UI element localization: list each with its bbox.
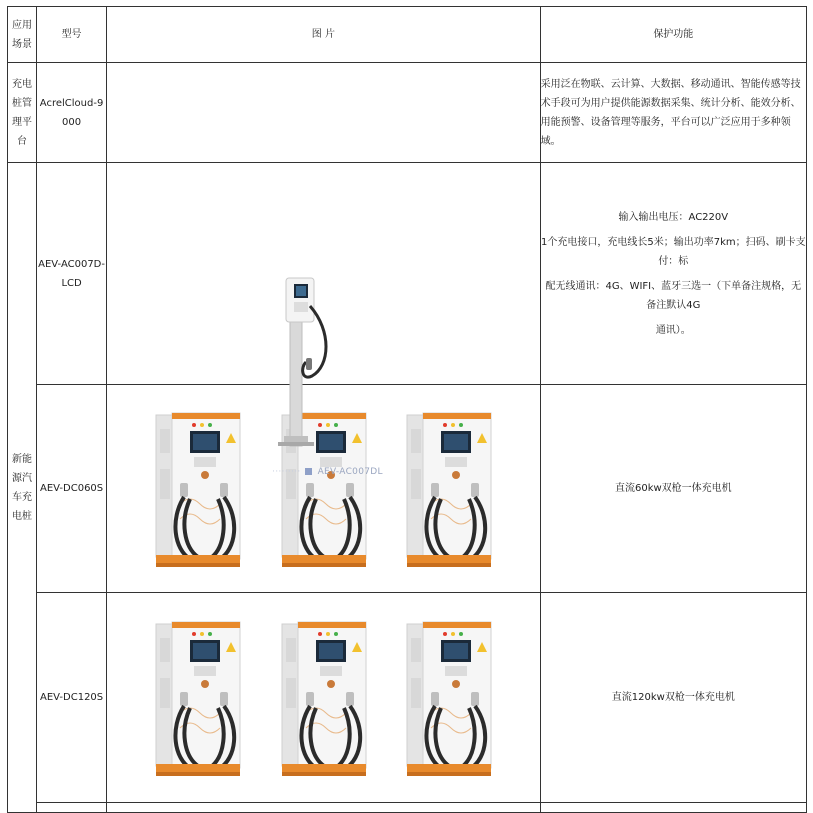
picture-cell-cloud (107, 63, 541, 163)
header-scene: 应用场景 (8, 7, 37, 63)
table-row-dc60 (8, 385, 807, 593)
function-cell-cloud: 采用泛在物联、云计算、大数据、移动通讯、智能传感等技术手段可为用户提供能源数据采集、统计分析、能效分析、用能预警、设备管理等服务，平台可以广泛应用于多种领域。 (540, 63, 806, 163)
ac-function-line: 输入输出电压：AC220V (618, 211, 729, 223)
header-picture: 图 片 (107, 7, 541, 63)
table-row-cloud (8, 63, 807, 163)
table-row-dc120 (8, 593, 807, 803)
product-spec-table (7, 6, 807, 813)
dc-charger-image (150, 409, 245, 569)
scene-cell-cloud: 充电桩管理平台 (8, 63, 37, 163)
ac-function-line: 通讯）。 (655, 324, 691, 336)
dc-charger-image (401, 409, 496, 569)
model-cell-ac: AEV-AC007D-LCD (37, 163, 107, 385)
function-cell-dc60: 直流60kw双枪一体充电机 (540, 385, 806, 593)
function-cell-ac (540, 163, 806, 385)
picture-cell-ac (107, 163, 541, 477)
header-function: 保护功能 (540, 7, 806, 63)
header-row (8, 7, 807, 63)
ac-image-caption: ········· AEV-AC007DL (272, 466, 383, 477)
dc-charger-image (150, 618, 245, 778)
function-cell-dc120: 直流120kw双枪一体充电机 (540, 593, 806, 803)
ac-function-line: 1个充电接口，充电线长5米；输出功率7km；扫码、刷卡支付：标 (541, 236, 806, 267)
model-cell-dc60: AEV-DC060S (37, 385, 107, 593)
ac-function-line: 配无线通讯：4G、WIFI、蓝牙三选一（下单备注规格，无备注默认4G (545, 280, 802, 311)
dc-charger-image (401, 618, 496, 778)
dc-charger-image (276, 618, 371, 778)
table-row-ac (8, 163, 807, 385)
scene-cell-ev: 新能源汽车充电桩 (8, 163, 37, 813)
header-model: 型号 (37, 7, 107, 63)
model-cell-dc120: AEV-DC120S (37, 593, 107, 803)
ac-charger-image (272, 276, 342, 456)
picture-cell-dc120 (107, 593, 541, 803)
model-cell-cloud: AcrelCloud-9000 (37, 63, 107, 163)
